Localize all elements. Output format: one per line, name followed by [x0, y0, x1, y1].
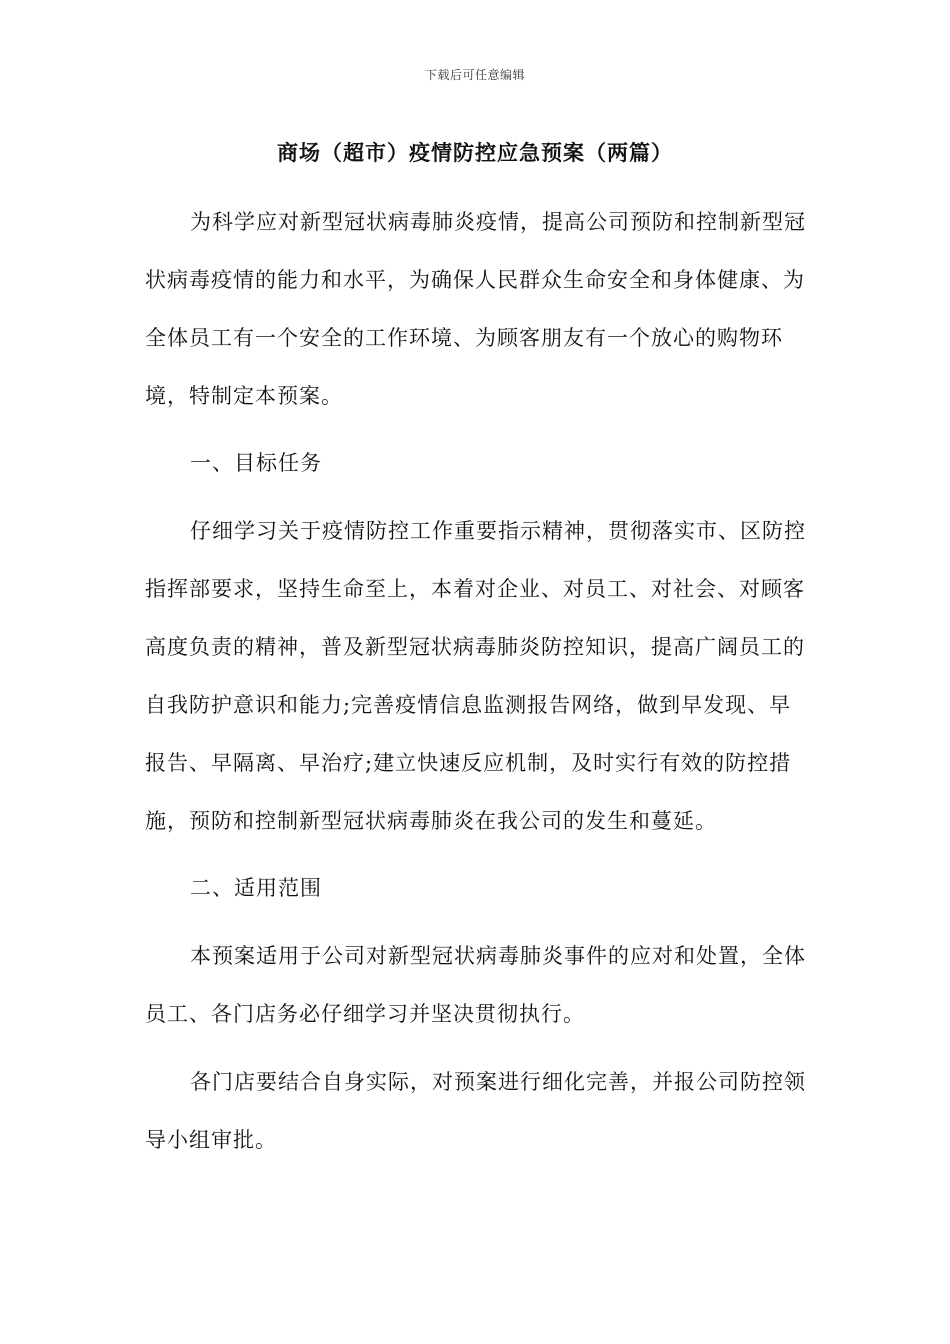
header-note: 下载后可任意编辑 [424, 68, 525, 82]
section-2-heading: 二、适用范围 [190, 876, 322, 900]
document-title: 商场（超市）疫情防控应急预案（两篇） [277, 140, 673, 165]
section-2-paragraph-2: 各门店要结合自身实际，对预案进行细化完善，并报公司防控领导小组审批。 [145, 1070, 806, 1152]
intro-paragraph: 为科学应对新型冠状病毒肺炎疫情，提高公司预防和控制新型冠状病毒疫情的能力和水平，为确保人民群众生命安全和身体健康、为全体员工有一个安全的工作环境、为顾客朋友有一个放心的购物环境，特制定本预案。 [145, 210, 806, 408]
section-1-heading: 一、目标任务 [190, 451, 322, 475]
section-1-paragraph: 仔细学习关于疫情防控工作重要指示精神，贯彻落实市、区防控指挥部要求，坚持生命至上，本着对企业、对员工、对社会、对顾客高度负责的精神，普及新型冠状病毒肺炎防控知识，提高广阔员工的自我防护意识和能力;完善疫情信息监测报告网络，做到早发现、早报告、早隔离、早治疗;建立快速反应机制，及时实行有效的防控措施，预防和控制新型冠状病毒肺炎在我公司的发生和蔓延。 [145, 519, 806, 833]
section-2-paragraph-1: 本预案适用于公司对新型冠状病毒肺炎事件的应对和处置，全体员工、各门店务必仔细学习并坚决贯彻执行。 [145, 944, 806, 1026]
